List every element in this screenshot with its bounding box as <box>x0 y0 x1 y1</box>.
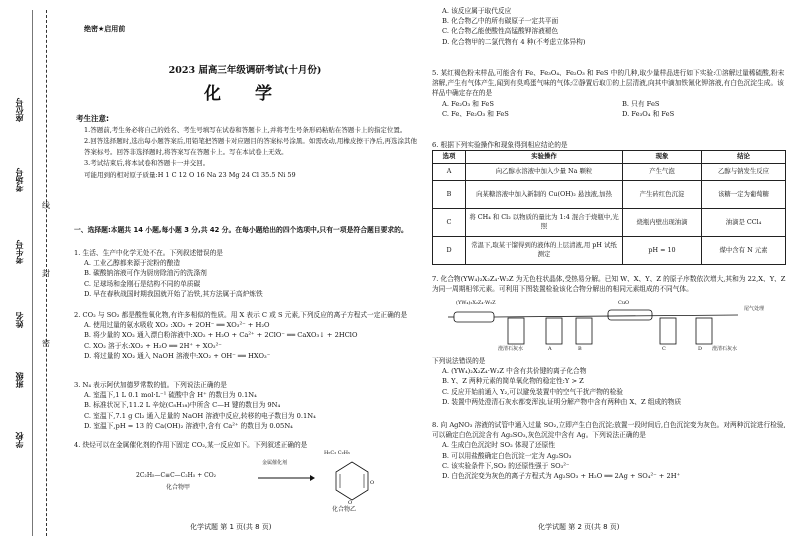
heating-tube <box>448 312 494 322</box>
svg-text:O: O <box>348 500 353 506</box>
table-cell: 向某糖溶液中加入新制的 Cu(OH)₂ 悬浊液,加热 <box>466 180 623 208</box>
question-5 <box>432 68 788 119</box>
page-one <box>70 0 420 546</box>
apparatus-label-compound: (YW₄)₂X₂Z₄·W₂Z <box>456 300 496 306</box>
apparatus-label-b: B <box>578 346 582 352</box>
table-cell: A <box>433 163 466 180</box>
option: A. 该反应属于取代反应 <box>442 7 512 15</box>
option: B. 可以用盐酸确定白色沉淀一定为 Ag₂SO₃ <box>442 451 572 460</box>
page-footer-left: 化学试题 第 1 页(共 8 页) <box>190 523 272 531</box>
atomic-masses: 可能用到的相对原子质量:H 1 C 12 O 16 Na 23 Mg 24 Cl 35.5 Ni 59 <box>84 170 296 179</box>
question-3 <box>74 380 418 431</box>
seal-word-xian: 线 <box>42 201 50 210</box>
table-row <box>433 236 786 264</box>
section-heading: 一、选择题:本题共 14 小题,每小题 3 分,共 42 分。在每小题给出的四个选项中,只有一项是符合题目要求的。 <box>74 226 408 234</box>
ring-structure <box>322 454 382 506</box>
option: C. 该实验条件下,SO₂ 的还原性强于 SO₃²⁻ <box>442 461 570 470</box>
label-class: 班级 <box>15 372 24 388</box>
table-header: 现象 <box>623 151 702 164</box>
label-exam-room: 考场号 <box>15 168 24 192</box>
option: B. 碳酸钠溶液可作为厨房除油污的洗涤剂 <box>84 269 207 278</box>
option: D. 装置中两处澄清石灰水都变浑浊,证明分解产物中含有两种由 X、Z 组成的物质 <box>442 397 682 406</box>
notice-heading: 考生注意: <box>76 114 109 123</box>
catalyst-label: 金属催化剂 <box>262 460 288 466</box>
seal-word-feng: 封 <box>42 269 50 278</box>
table-row <box>433 208 786 236</box>
option: D. 室温下,pH = 13 的 Ca(OH)₂ 溶液中,含有 Ca²⁺ 的数目为 0.05N₄ <box>84 421 293 430</box>
option: A. 生成白色沉淀时 SO₂ 体现了还原性 <box>442 441 556 450</box>
option: C. 反应开始前通入 Y₂,可以避免装置中的空气干扰产物的检验 <box>442 387 623 396</box>
apparatus-label-d: D <box>698 346 703 352</box>
substituent-label: H₅C₂ C₂H₅ <box>324 450 350 456</box>
table-cell: 烧瓶内壁出现油滴 <box>623 208 702 236</box>
option: A. 使用过量的氨水吸收 XO₂ :XO₂ + 2OH⁻ ══ XO₃²⁻ + H₂O <box>84 321 270 330</box>
seal-line-inner <box>32 10 33 536</box>
option: C. 室温下,7.1 g Cl₂ 通入足量的 NaOH 溶液中反应,转移的电子数目为 0.1N₄ <box>84 411 316 420</box>
option-row <box>432 99 788 109</box>
option: D. 白色沉淀变为灰色的离子方程式为 Ag₂SO₃ + H₂O ══ 2Ag + SO₄²⁻ + 2H⁺ <box>442 471 681 480</box>
question-stem: 7. 化合物(YW₄)₂X₂Z₄·W₂Z 为无色柱状晶体,受热易分解。已知 W、X、Y、Z 的原子序数依次增大,其和为 22,X、Y、Z 为同一周期相邻元素。可利用下图装置检验该化合物分解出的相同元素组成的不同气体。 <box>432 275 786 294</box>
question-1 <box>74 248 418 299</box>
apparatus-label-a: A <box>548 346 552 352</box>
apparatus-label-c: C <box>662 346 666 352</box>
question-4 <box>74 440 418 450</box>
question-stem: 3. N₄ 表示阿伏加德罗常数的值。下列说法正确的是 <box>74 381 227 389</box>
reaction-figure <box>110 450 410 514</box>
page-footer-right: 化学试题 第 2 页(共 8 页) <box>538 523 620 531</box>
confidential-mark: 绝密★启用前 <box>84 25 126 33</box>
option: C. Fe、Fe₂O₃ 和 FeS <box>442 109 509 118</box>
table-cell: pH = 10 <box>623 236 702 264</box>
option: B. Y、Z 两种元素的简单氧化物的稳定性:Y > Z <box>442 377 584 386</box>
option: C. 化合物乙能使酸性高锰酸钾溶液褪色 <box>442 27 559 36</box>
label-seat-number: 座位号 <box>15 98 24 122</box>
table-header: 选项 <box>433 151 466 164</box>
option: B. 化合物乙中的所有碳原子一定共平面 <box>442 17 559 26</box>
label-name: 姓名 <box>15 312 24 328</box>
table-cell: 产生气泡 <box>623 163 702 180</box>
table-header-row <box>433 151 786 164</box>
label-school: 学校 <box>15 432 24 448</box>
option: B. 标准状况下,11.2 L 辛烷(C₈H₁₈)中所含 C—H 键的数目为 9N₄ <box>84 401 281 410</box>
table-cell: 乙醇与钠发生反应 <box>702 163 786 180</box>
compound-b-label: 化合物乙 <box>332 506 357 513</box>
option: A. Fe₂O₃ 和 FeS <box>442 99 494 108</box>
exam-title: 2023 届高三年级调研考试(十月份) <box>168 65 322 76</box>
table-cell: D <box>433 236 466 264</box>
apparatus-label-limewater-2: 澄清石灰水 <box>712 346 738 352</box>
table-header: 结论 <box>702 151 786 164</box>
option: A. 室温下,1 L 0.1 mol·L⁻¹ 硫酸中含 H⁺ 的数目为 0.1N₄ <box>84 391 257 400</box>
question-stem: 下列说法错误的是 <box>432 357 486 365</box>
page-two <box>428 0 788 546</box>
question-stem: 1. 生活、生产中化学无处不在。下列叙述错误的是 <box>74 249 223 257</box>
notice-item: 2.回答选择题时,选出每小题答案后,用铅笔把答题卡对应题目的答案标号涂黑。如需改动,用橡皮擦干净后,再选涂其他答案标号。回答非选择题时,将答案写在答题卡上。写在本试卷上无效。 <box>84 137 417 156</box>
table-cell: 该糖一定为葡萄糖 <box>702 180 786 208</box>
compound-a-label: 化合物甲 <box>166 484 191 491</box>
option: B. 将少量的 XO₂ 通入漂白粉溶液中:XO₂ + H₂O + Ca²⁺ + 2ClO⁻ ══ CaXO₃↓ + 2HClO <box>84 331 358 340</box>
bottle-1 <box>508 318 524 344</box>
notice-item: 3.考试结束后,将本试卷和答题卡一并交回。 <box>84 159 210 168</box>
option: B. 只有 FeS <box>622 99 660 108</box>
option: C. XO₂ 溶于水:XO₂ + H₂O ══ 2H⁺ + XO₃²⁻ <box>84 341 222 350</box>
bottle-c <box>660 318 676 344</box>
question-7-options <box>432 356 788 407</box>
question-7 <box>432 274 788 294</box>
table-cell: C <box>433 208 466 236</box>
option: D. 早在春秋战国时期我国就开始了冶铁,其方法属于高炉炼铁 <box>84 289 263 298</box>
apparatus-label-limewater-1: 澄清石灰水 <box>498 346 524 352</box>
apparatus-label-cuo: CuO <box>618 300 630 306</box>
table-cell: 煤中含有 N 元素 <box>702 236 786 264</box>
question-stem: 2. CO₂ 与 SO₂ 都是酸性氧化物,有许多相似的性质。用 X 表示 C 或 S 元素,下列反应的离子方程式一定正确的是 <box>74 311 408 319</box>
table-cell: 向乙醇水溶液中加入少量 Na 颗粒 <box>466 163 623 180</box>
table-row <box>433 163 786 180</box>
question-2 <box>74 310 418 361</box>
question-stem: 5. 某红褐色粉末样品,可能含有 Fe、Fe₃O₄、Fe₂O₃ 和 FeS 中的几种,取少量样品进行如下实验:①溶解过量稀硫酸,粉末溶解,产生有气体产生,闻到有臭鸡蛋气味的气体;②静置后取①的上层清液,向其中滴加铁氰化钾溶液,有白色沉淀生成。该样品中确定存在的是 <box>432 69 785 98</box>
option-row <box>432 109 788 119</box>
apparatus-label-tail-gas: 尾气处理 <box>744 306 765 312</box>
reactant-formula: 2C₂H₅—C≡C—C₂H₅ + CO₂ <box>136 472 217 479</box>
question-8 <box>432 420 788 481</box>
question-stem: 4. 炔烃可以在金属催化剂的作用下固定 CO₂,某一反应如下。下列叙述正确的是 <box>74 441 308 449</box>
table-cell: 油滴是 CCl₄ <box>702 208 786 236</box>
notice-list <box>84 125 418 181</box>
option: D. 将过量的 XO₂ 通入 NaOH 溶液中:XO₂ + OH⁻ ══ HXO₃⁻ <box>84 351 271 360</box>
table-cell: 将 CH₄ 和 Cl₂ 以物质的量比为 1:4 混合于烧瓶中,光照 <box>466 208 623 236</box>
tubing <box>494 315 738 317</box>
question-stem: 6. 根据下列实验操作和现象得到相应结论的是 <box>432 141 568 149</box>
experiment-table <box>432 150 786 265</box>
svg-text:O: O <box>370 480 375 486</box>
question-6 <box>432 140 788 265</box>
question-stem: 8. 向 AgNO₃ 溶液的试管中通入过量 SO₂,立即产生白色沉淀;放置一段时间后,白色沉淀变为灰色。对两种沉淀进行检验,可以确定白色沉淀含有 Ag₂SO₃,灰色沉淀中含有 Ag。下列说法正确的是 <box>432 421 786 440</box>
option: C. 足球场和金刚石是结构不同的单质碳 <box>84 279 201 288</box>
bottle-b <box>576 318 592 344</box>
cuo-tube <box>608 310 652 320</box>
table-cell: 产生砖红色沉淀 <box>623 180 702 208</box>
option: D. 化合物甲的二氯代物有 4 种(不考虑立体异构) <box>442 37 586 46</box>
seal-word-mi: 密 <box>42 339 50 348</box>
bottle-a <box>546 318 562 344</box>
subject-title: 化 学 <box>204 84 286 104</box>
table-header: 实验操作 <box>466 151 623 164</box>
notice-item: 1.答题前,考生务必将自己的姓名、考生号填写在试卷和答题卡上,并将考生号条形码粘贴在答题卡上的指定位置。 <box>84 126 407 134</box>
table-cell: 常温下,取某干馏得到的液体的上层清液,用 pH 试纸测定 <box>466 236 623 264</box>
option: D. Fe₃O₄ 和 FeS <box>622 109 675 118</box>
table-row <box>433 180 786 208</box>
table-cell: B <box>433 180 466 208</box>
reaction-arrow <box>256 472 316 484</box>
option: A. (YW₄)₂X₂Z₄·W₂Z 中含有共价键的离子化合物 <box>442 367 587 376</box>
apparatus-diagram <box>448 302 768 352</box>
question-4-options <box>432 6 788 47</box>
binding-strip <box>0 0 62 546</box>
option: A. 工业乙醇都来源于淀粉的酿造 <box>84 259 181 268</box>
bottle-d <box>696 318 712 344</box>
label-candidate-number: 考生号 <box>15 240 24 264</box>
